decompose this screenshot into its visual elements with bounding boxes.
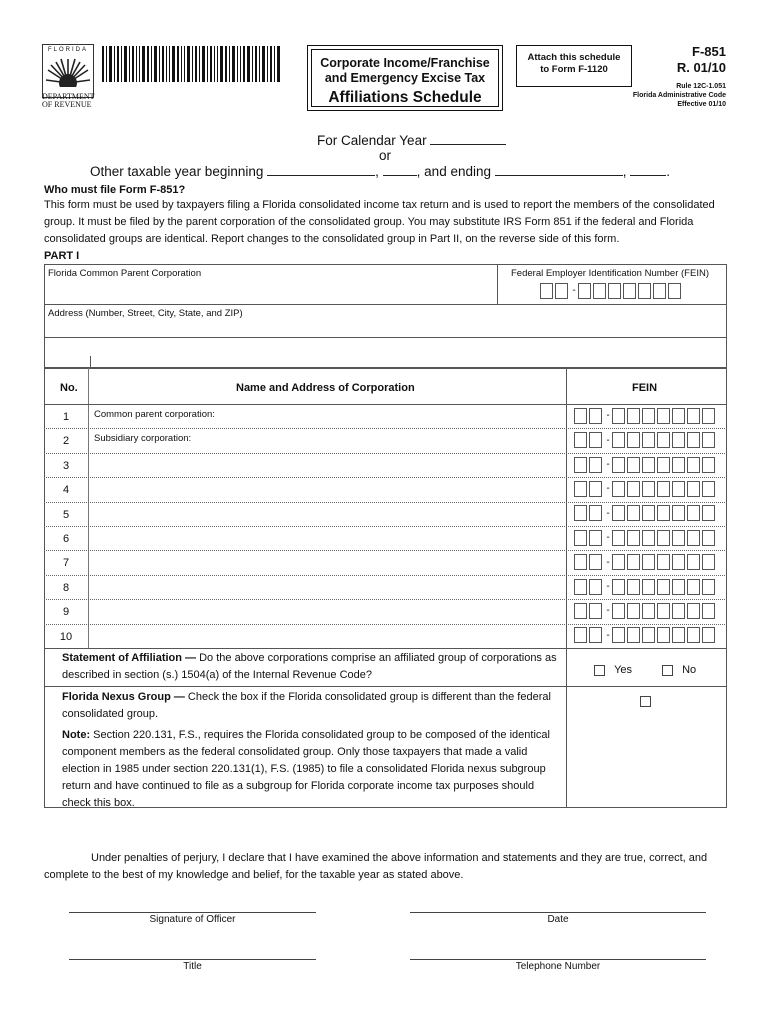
- corporation-name-field[interactable]: [94, 458, 560, 474]
- row-number: 9: [62, 606, 70, 619]
- corporation-name-field[interactable]: Common parent corporation:: [94, 409, 215, 420]
- attach-note: Attach this schedule to Form F-1120: [516, 45, 632, 87]
- corporation-fein-field[interactable]: -: [574, 407, 717, 425]
- address-field[interactable]: [48, 322, 723, 336]
- form-title-line1: Corporate Income/Franchise: [320, 56, 490, 70]
- row-number: 6: [62, 533, 70, 545]
- officer-signature-label: Signature of Officer: [149, 914, 236, 925]
- title-line[interactable]: [69, 959, 316, 960]
- yes-checkbox[interactable]: [594, 665, 605, 676]
- corporation-fein-field[interactable]: -: [574, 480, 717, 498]
- parent-corp-field[interactable]: [48, 282, 488, 302]
- form-number: F-851: [692, 44, 726, 59]
- row-number: 8: [62, 581, 70, 594]
- corporation-name-field[interactable]: [94, 629, 560, 645]
- row-number: 4: [62, 484, 70, 497]
- col-name-header: Name and Address of Corporation: [236, 382, 415, 394]
- corporation-fein-field[interactable]: -: [574, 602, 717, 620]
- part-one-label: PART I: [44, 250, 80, 262]
- end-year-field[interactable]: [630, 163, 666, 176]
- telephone-label: Telephone Number: [515, 961, 601, 972]
- parent-corp-label: Florida Common Parent Corporation: [48, 268, 202, 279]
- sun-logo-icon: [42, 44, 94, 98]
- corporation-fein-field[interactable]: -: [574, 431, 717, 449]
- nexus-note: Note: Section 220.131, F.S., requires the Florida consolidated group to be composed of the identical component members as the federal consolidated group. Only those taxpayers that made a valid election in 1985 under section 220.131(1), F.S. (1985) to file a consolidated Florida nexus subgroup return and have continued to file as a subgroup for Florida corporate income tax purposes should check this box.: [62, 729, 550, 809]
- who-must-file-heading: Who must file Form F-851?: [44, 184, 186, 196]
- row-number: 3: [62, 459, 70, 472]
- corporation-fein-field[interactable]: -: [574, 505, 717, 523]
- corporation-fein-field[interactable]: -: [574, 553, 717, 571]
- begin-date-field[interactable]: [267, 163, 375, 176]
- or-label: or: [379, 148, 392, 163]
- affiliation-statement: Statement of Affiliation — Do the above corporations comprise an affiliated group of corporations as described in section (s.) 1504(a) of the Internal Revenue Code?: [62, 652, 557, 681]
- effective-date: Effective 01/10: [677, 101, 726, 108]
- corporation-name-field[interactable]: [94, 507, 560, 523]
- nexus-statement: Florida Nexus Group — Check the box if the Florida consolidated group is different than the federal consolidated group.: [62, 691, 551, 720]
- form-number-block: [633, 44, 726, 109]
- date-line[interactable]: [410, 912, 706, 913]
- corporation-name-field[interactable]: Subsidiary corporation:: [94, 433, 192, 445]
- corporation-fein-field[interactable]: -: [574, 627, 717, 645]
- corporation-name-field[interactable]: [94, 482, 560, 498]
- begin-year-field[interactable]: [383, 163, 417, 176]
- fein-label: Federal Employer Identification Number (FEIN): [511, 268, 709, 279]
- logo-state-name: FLORIDA: [47, 47, 88, 53]
- corporation-name-field[interactable]: [94, 604, 560, 620]
- form-title-main: Affiliations Schedule: [328, 89, 482, 106]
- title-label: Title: [183, 961, 202, 972]
- affiliation-no[interactable]: No: [662, 662, 696, 679]
- barcode: [102, 46, 282, 82]
- address-field-line2[interactable]: [48, 340, 723, 366]
- end-date-field[interactable]: [495, 163, 623, 176]
- corporation-name-field[interactable]: [94, 580, 560, 596]
- form-title-line2: and Emergency Excise Tax: [324, 71, 486, 85]
- col-fein-header: FEIN: [632, 382, 658, 394]
- row-number: 2: [62, 435, 70, 448]
- department-name: DEPARTMENT OF REVENUE: [42, 92, 95, 109]
- corporation-name-field[interactable]: [94, 555, 560, 571]
- corporation-fein-field[interactable]: -: [574, 529, 717, 547]
- perjury-declaration: Under penalties of perjury, I declare that I have examined the above information and statements and they are true, correct, and complete to the best of my knowledge and belief, for the taxable year as stated above.: [44, 852, 708, 881]
- form-revision: R. 01/10: [676, 60, 726, 75]
- who-must-file-text: This form must be used by taxpayers filing a Florida consolidated income tax return and is used to report the members of the consolidated group. It must be filed by the parent corporation of the consolidated group. You may substitute IRS Form 851 if the federal and Florida consolidated groups are identical. Report changes to the consolidated group in Part II, on the reverse side of this form.: [44, 199, 715, 245]
- nexus-checkbox[interactable]: [640, 693, 651, 711]
- row-number: 10: [59, 630, 73, 643]
- calendar-year-row: For Calendar Year: [317, 132, 506, 148]
- other-year-row: Other taxable year beginning , , and ending , .: [90, 164, 671, 179]
- corporation-fein-field[interactable]: -: [574, 578, 717, 596]
- officer-signature-line[interactable]: [69, 912, 316, 913]
- address-label: Address (Number, Street, City, State, and ZIP): [48, 308, 243, 319]
- rule-number: Rule 12C-1.051: [676, 83, 726, 90]
- row-number: 1: [62, 411, 70, 423]
- form-title-box: [307, 45, 503, 111]
- affiliation-yes[interactable]: Yes: [594, 662, 632, 679]
- corporation-name-field[interactable]: [94, 531, 560, 547]
- calendar-year-field[interactable]: [430, 132, 506, 145]
- parent-fein-field[interactable]: -: [540, 282, 683, 300]
- no-checkbox[interactable]: [662, 665, 673, 676]
- date-label: Date: [547, 914, 569, 925]
- row-number: 7: [62, 557, 70, 570]
- corporation-fein-field[interactable]: -: [574, 456, 717, 474]
- col-no-header: No.: [60, 382, 78, 394]
- row-number: 5: [62, 508, 70, 521]
- telephone-line[interactable]: [410, 959, 706, 960]
- admin-code: Florida Administrative Code: [632, 92, 726, 99]
